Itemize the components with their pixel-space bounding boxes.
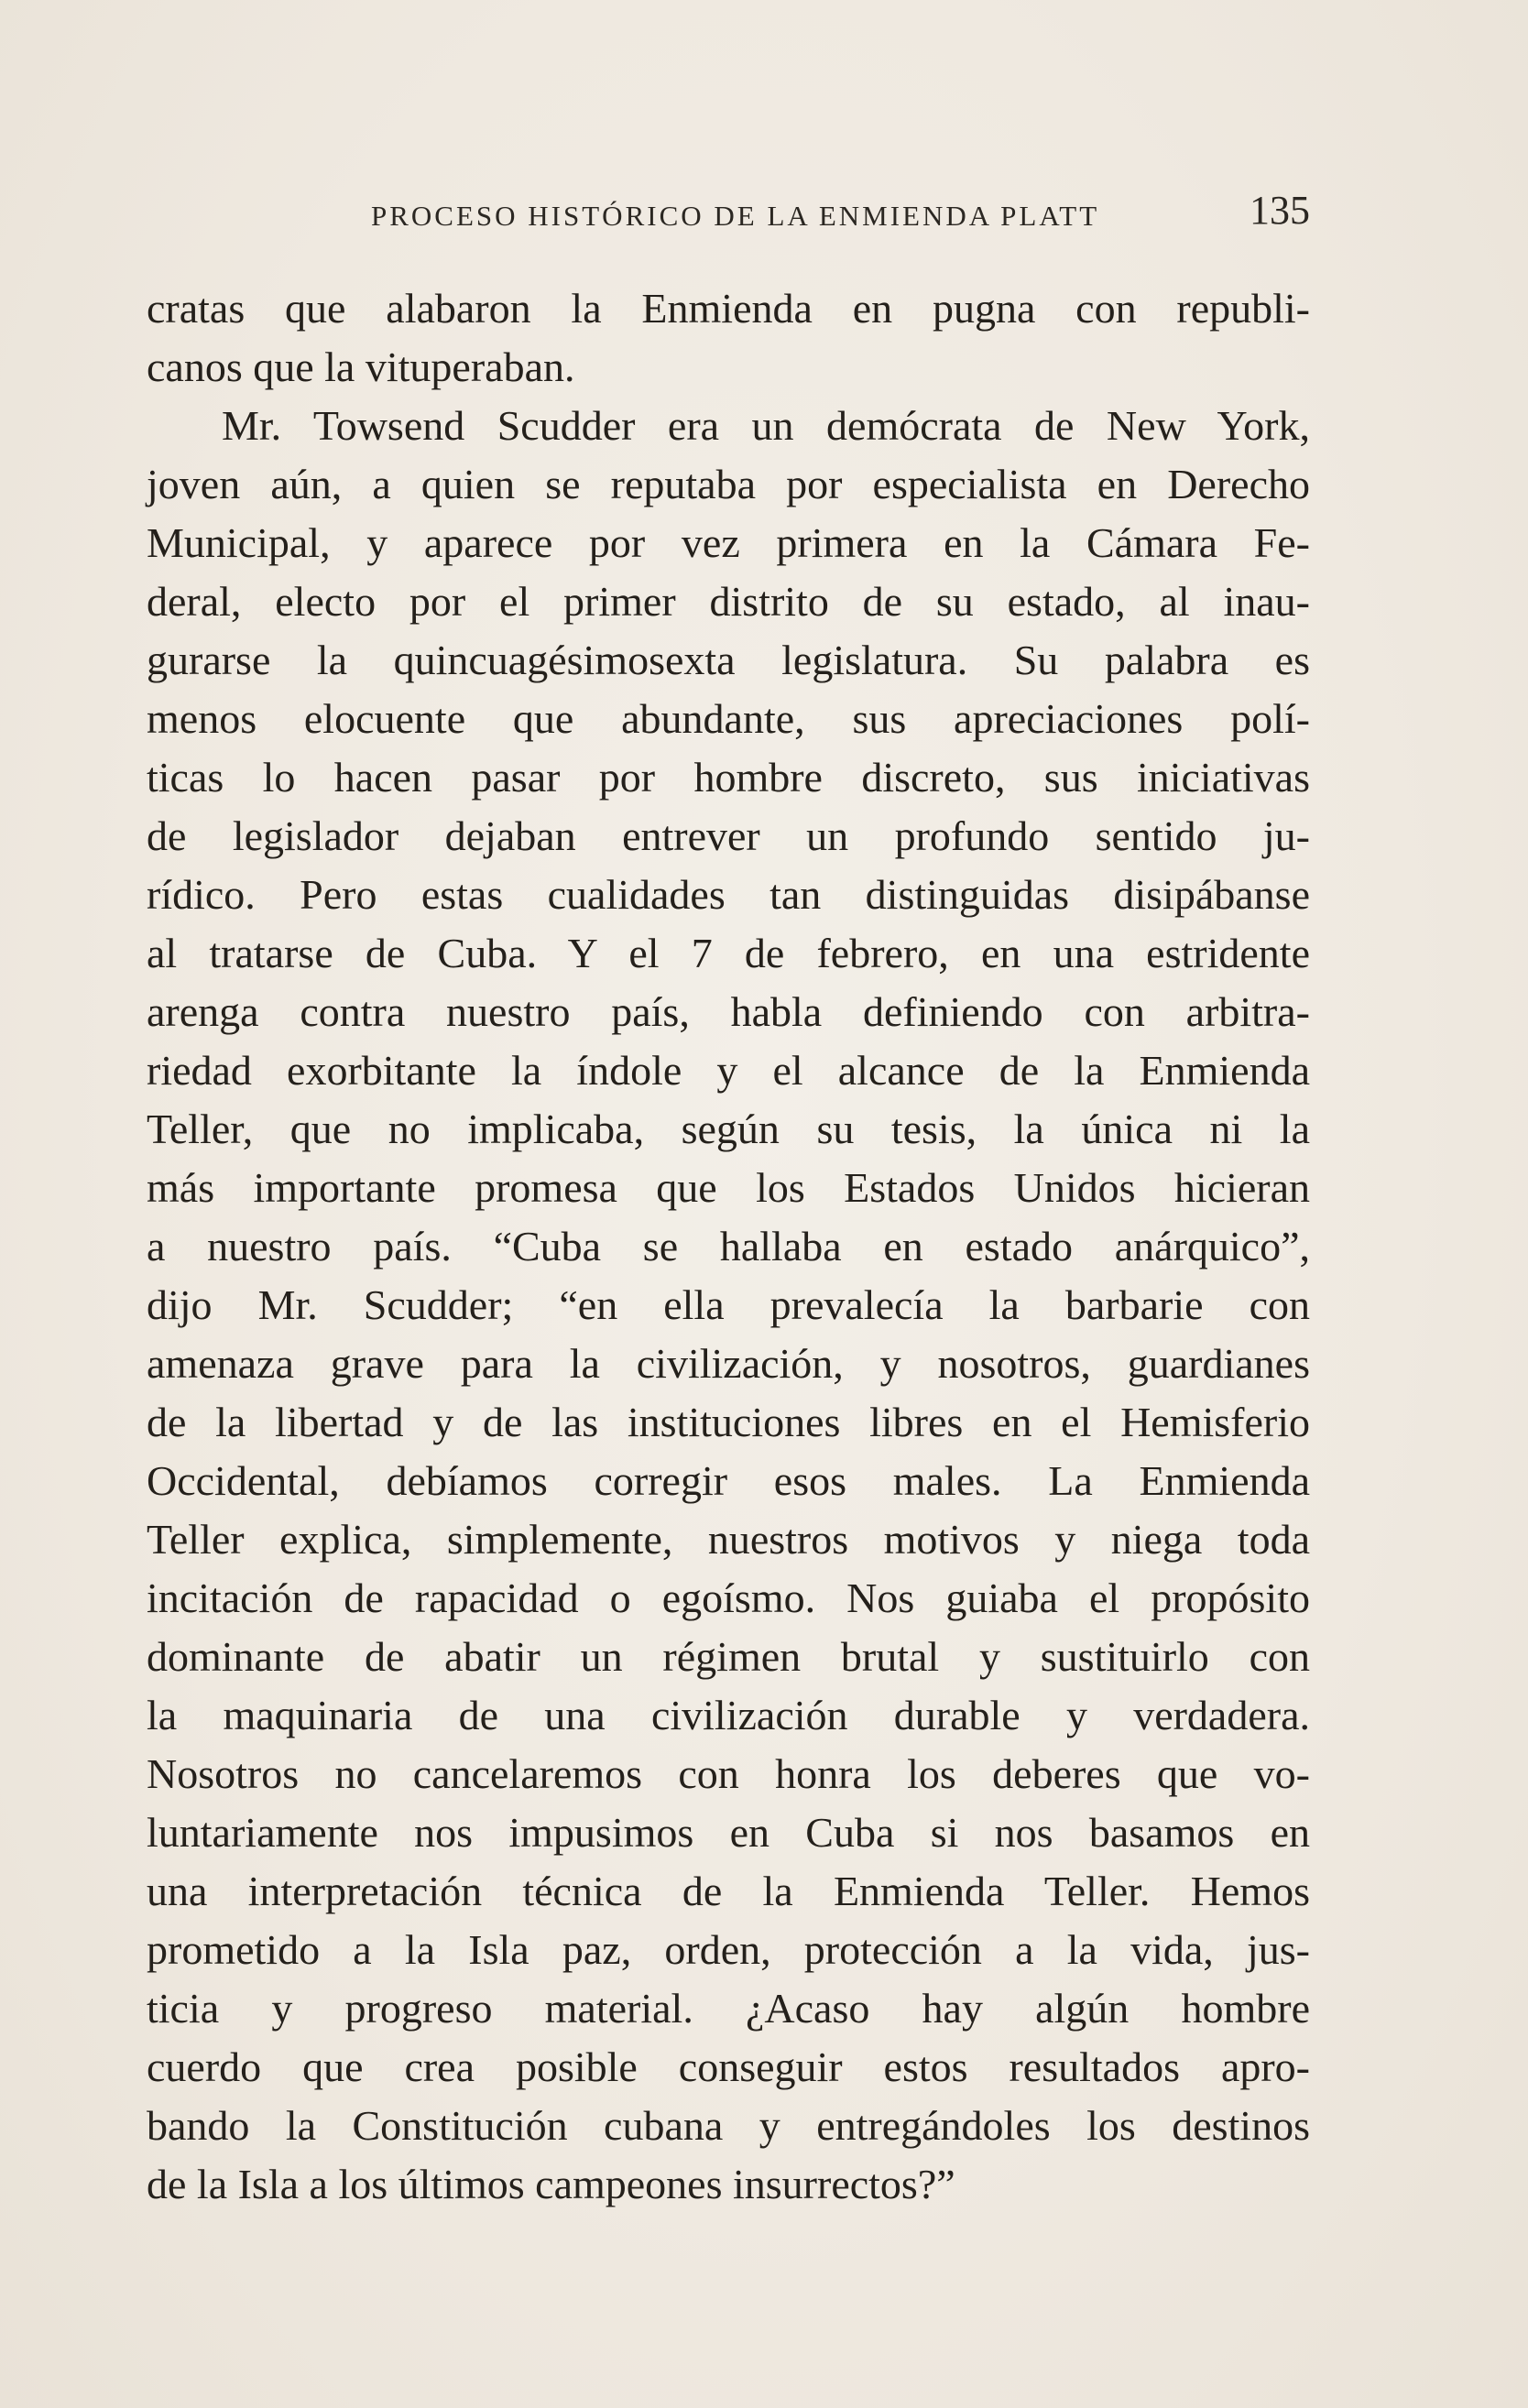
text-line: riedad exorbitante la índole y el alcance de la Enmienda	[147, 1047, 1310, 1094]
text-line: dijo Mr. Scudder; “en ella prevalecía la barbarie con	[147, 1281, 1310, 1328]
text-line: Teller explica, simplemente, nuestros motivos y niega toda	[147, 1516, 1310, 1563]
text-line: más importante promesa que los Estados Unidos hicieran	[147, 1164, 1310, 1211]
text-line: incitación de rapacidad o egoísmo. Nos guiaba el propósito	[147, 1574, 1310, 1621]
page-number: 135	[1250, 188, 1310, 233]
text-line: ticia y progreso material. ¿Acaso hay algún hombre	[147, 1985, 1310, 2032]
text-line: de la Isla a los últimos campeones insurrectos?”	[147, 2161, 955, 2207]
text-line: bando la Constitución cubana y entregándoles los destinos	[147, 2102, 1310, 2149]
text-line: de legislador dejaban entrever un profundo sentido ju-	[147, 812, 1310, 859]
body-text	[147, 279, 1310, 2214]
text-line: dominante de abatir un régimen brutal y sustituirlo con	[147, 1633, 1310, 1680]
text-line: Municipal, y aparece por vez primera en la Cámara Fe-	[147, 519, 1310, 566]
text-line: luntariamente nos impusimos en Cuba si nos basamos en	[147, 1809, 1310, 1856]
text-line: deral, electo por el primer distrito de su estado, al inau-	[147, 578, 1310, 625]
text-line: la maquinaria de una civilización durable y verdadera.	[147, 1692, 1310, 1738]
text-line: prometido a la Isla paz, orden, protección a la vida, jus-	[147, 1926, 1310, 1973]
running-title: PROCESO HISTÓRICO DE LA ENMIENDA PLATT	[371, 200, 1100, 232]
text-line: al tratarse de Cuba. Y el 7 de febrero, en una estridente	[147, 930, 1310, 976]
text-line: una interpretación técnica de la Enmienda Teller. Hemos	[147, 1868, 1310, 1914]
text-line: rídico. Pero estas cualidades tan distinguidas disipábanse	[147, 871, 1310, 918]
text-line: Occidental, debíamos corregir esos males. La Enmienda	[147, 1457, 1310, 1504]
text-line: de la libertad y de las instituciones libres en el Hemisferio	[147, 1399, 1310, 1445]
text-line: joven aún, a quien se reputaba por especialista en Derecho	[147, 461, 1310, 507]
text-line: a nuestro país. “Cuba se hallaba en estado anárquico”,	[147, 1223, 1310, 1269]
running-header	[147, 183, 1310, 238]
text-line: Mr. Towsend Scudder era un demócrata de New York,	[222, 402, 1310, 449]
text-line: Teller, que no implicaba, según su tesis, la única ni la	[147, 1106, 1310, 1152]
text-line: menos elocuente que abundante, sus apreciaciones polí-	[147, 695, 1310, 742]
text-line: gurarse la quincuagésimosexta legislatura. Su palabra es	[147, 637, 1310, 683]
text-line: Nosotros no cancelaremos con honra los deberes que vo-	[147, 1750, 1310, 1797]
text-line: ticas lo hacen pasar por hombre discreto, sus iniciativas	[147, 754, 1310, 801]
text-line: cuerdo que crea posible conseguir estos resultados apro-	[147, 2043, 1310, 2090]
text-line: cratas que alabaron la Enmienda en pugna con republi-	[147, 285, 1310, 332]
text-line: amenaza grave para la civilización, y nosotros, guardianes	[147, 1340, 1310, 1387]
text-line: canos que la vituperaban.	[147, 343, 575, 390]
text-line: arenga contra nuestro país, habla definiendo con arbitra-	[147, 988, 1310, 1035]
